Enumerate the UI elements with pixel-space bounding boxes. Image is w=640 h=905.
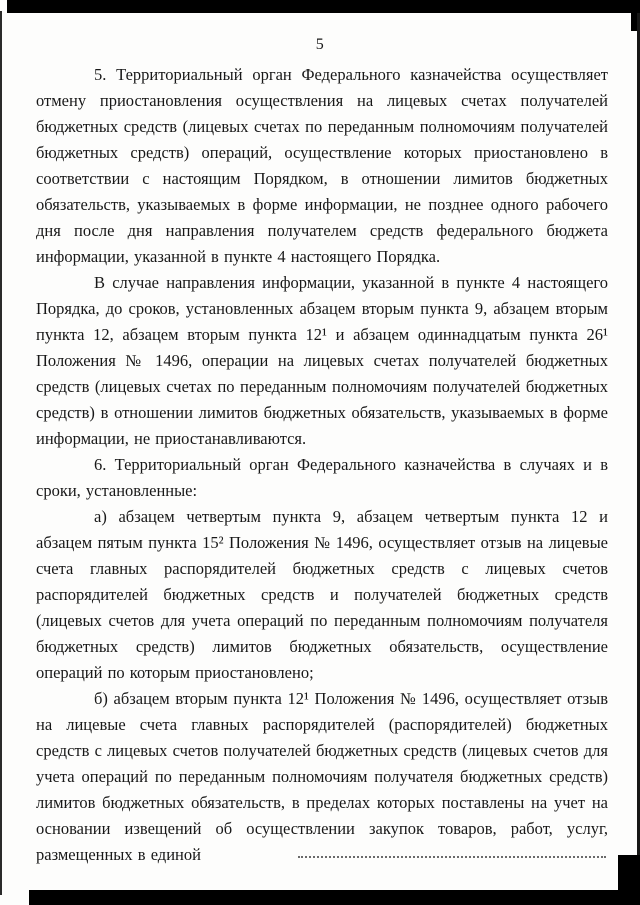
scan-artifact-bottom-right-block: [618, 855, 640, 905]
paragraph-item-5-continuation: В случае направления информации, указанной в пункте 4 настоящего Порядка, до сроков, установленных абзацем вторым пункта 9, абзацем вторым пункта 12, абзацем вторым пункта 12¹ и абзацем одиннадцатым пункта 26¹ Положения № 1496, операции на лицевых счетах получателей бюджетных средств (лицевых счетах по переданным полномочиям получателей бюджетных средств) в отношении лимитов бюджетных обязательств, указываемых в форме информации, не приостанавливаются.: [36, 273, 608, 448]
scan-artifact-top-bar: [7, 0, 640, 13]
paragraph-item-6: 6. Территориальный орган Федерального казначейства в случаях и в сроки, установленные:: [36, 455, 608, 500]
subparagraph-a: а) абзацем четвертым пункта 9, абзацем четвертым пункта 12 и абзацем пятым пункта 15² Положения № 1496, осуществляет отзыв на лицевые счета главных распорядителей бюджетных средств с лицевых счетов распорядителей бюджетных средств и получателей бюджетных средств (лицевых счетов для учета операций по переданным полномочиям получателя бюджетных средств) лимитов бюджетных обязательств, осуществление операций по которым приостановлено;: [36, 507, 608, 682]
scan-artifact-left-edge: [0, 11, 2, 895]
paragraph-item-5: 5. Территориальный орган Федерального казначейства осуществляет отмену приостановления осуществления на лицевых счетах получателей бюджетных средств (лицевых счетах по переданным полномочиям получателей бюджетных средств) операций, осуществление которых приостановлено в соответствии с настоящим Порядком, в отношении лимитов бюджетных обязательств, указываемых в форме информации, не позднее одного рабочего дня после дня направления получателем средств федерального бюджета информации, указанной в пункте 4 настоящего Порядка.: [36, 65, 608, 266]
scan-artifact-bottom-bar: [29, 890, 640, 905]
document-body: [36, 62, 608, 868]
page-number: 5: [315, 36, 325, 53]
subparagraph-b: б) абзацем вторым пункта 12¹ Положения № 1496, осуществляет отзыв на лицевые счета главных распорядителей (распорядителей) бюджетных средств с лицевых счетов получателей бюджетных средств (лицевых счетов для учета операций по переданным полномочиям получателя бюджетных средств) лимитов бюджетных обязательств, в пределах которых поставлены на учет на основании извещений об осуществлении закупок товаров, работ, услуг, размещенных в единой: [36, 689, 608, 864]
